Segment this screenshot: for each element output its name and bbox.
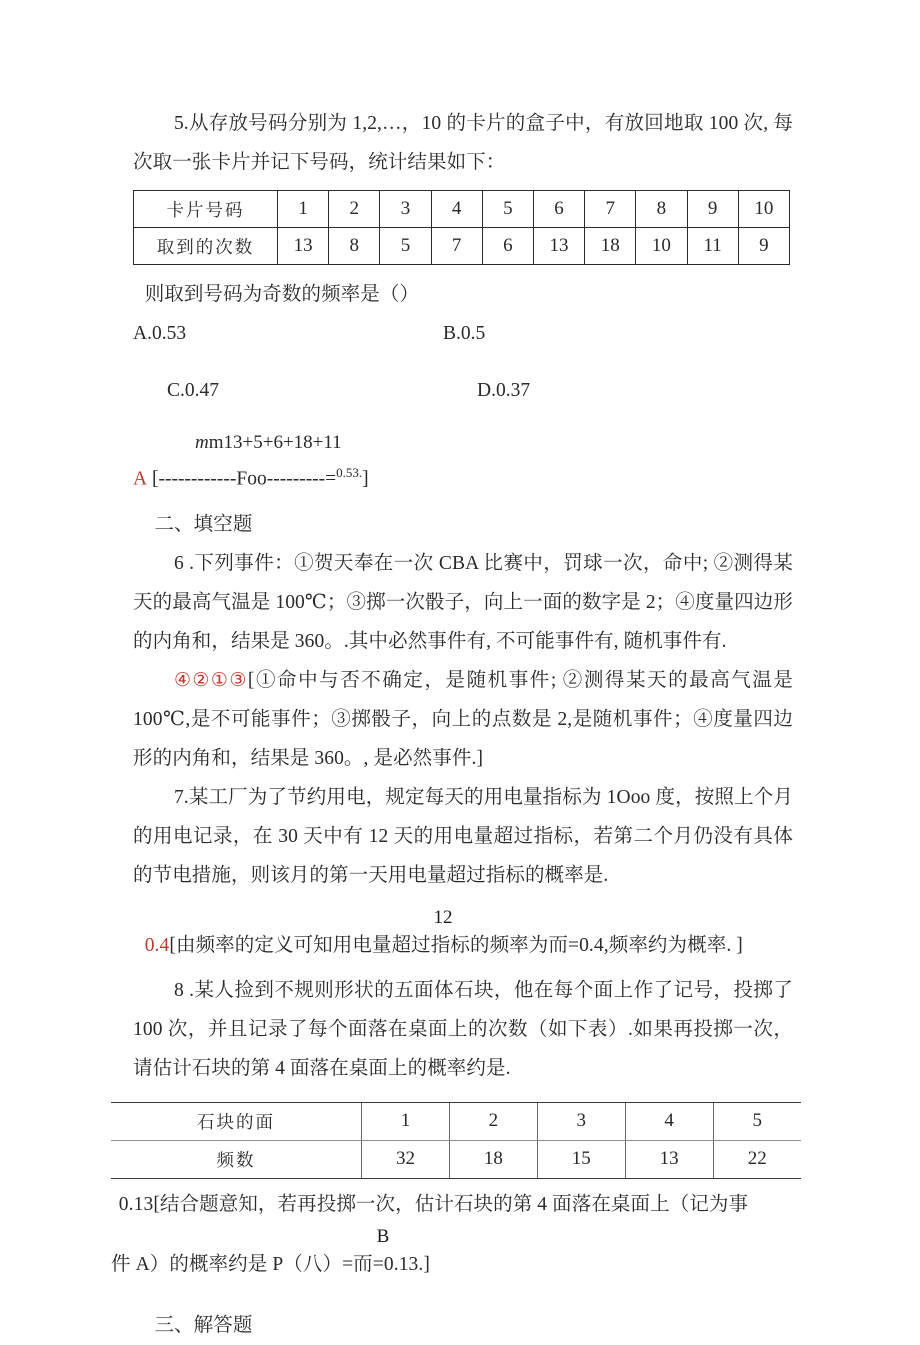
cell-freq-3: 15 bbox=[537, 1140, 625, 1178]
answer-explanation-q8-part1: [结合题意知，若再投掷一次，估计石块的第 4 面落在桌面上（记为事 bbox=[153, 1193, 749, 1215]
option-a[interactable]: A.0.53 bbox=[133, 323, 187, 344]
option-c[interactable]: C.0.47 bbox=[167, 380, 220, 401]
cell-card-3: 3 bbox=[380, 191, 431, 228]
answer-mark-q6: ④②①③ bbox=[173, 669, 248, 691]
cell-count-1: 13 bbox=[278, 228, 329, 265]
question-8-answer-line1 bbox=[111, 1185, 793, 1224]
cell-count-9: 11 bbox=[687, 228, 738, 265]
cell-face-5: 5 bbox=[713, 1103, 801, 1141]
answer-fraction-numerator bbox=[195, 428, 793, 458]
cell-freq-1: 32 bbox=[362, 1140, 450, 1178]
answer-superscript-q7: 12 bbox=[433, 906, 453, 928]
cell-count-2: 8 bbox=[329, 228, 380, 265]
row-label-count: 取到的次数 bbox=[134, 228, 278, 265]
cell-count-4: 7 bbox=[431, 228, 482, 265]
row-label-stone-face: 石块的面 bbox=[111, 1103, 362, 1141]
cell-freq-5: 22 bbox=[713, 1140, 801, 1178]
cell-card-4: 4 bbox=[431, 191, 482, 228]
option-b[interactable]: B.0.5 bbox=[443, 323, 486, 344]
card-frequency-table bbox=[133, 190, 790, 265]
cell-freq-2: 18 bbox=[449, 1140, 537, 1178]
question-7-answer bbox=[133, 905, 793, 961]
section-heading-solution-questions: 三、解答题 bbox=[154, 1314, 253, 1336]
spacer bbox=[133, 1280, 793, 1306]
table-row bbox=[134, 191, 790, 228]
row-label-frequency: 频数 bbox=[111, 1140, 362, 1178]
cell-face-3: 3 bbox=[537, 1103, 625, 1141]
answer-tail: ] bbox=[362, 468, 369, 490]
variable-m: m bbox=[195, 432, 209, 453]
option-row-cd bbox=[133, 371, 793, 410]
option-d[interactable]: D.0.37 bbox=[477, 380, 531, 401]
cell-count-5: 6 bbox=[482, 228, 533, 265]
cell-card-10: 10 bbox=[738, 191, 789, 228]
cell-card-9: 9 bbox=[687, 191, 738, 228]
answer-body-text: [------------Foo---------= bbox=[151, 468, 337, 490]
answer-explanation-q7: [由频率的定义可知用电量超过指标的频率为而=0.4,频率约为概率. ] bbox=[169, 934, 743, 956]
answer-mark-q5: A bbox=[133, 468, 148, 490]
answer-explanation-q6: [①命中与否不确定，是随机事件; ②测得某天的最高气温是 100℃,是不可能事件；③掷骰子，向上的点数是 2,是随机事件；④度量四边形的内角和，结果是 360。, 是必然事件.] bbox=[133, 669, 793, 769]
cell-card-2: 2 bbox=[329, 191, 380, 228]
cell-freq-4: 13 bbox=[625, 1140, 713, 1178]
answer-line-q7 bbox=[133, 931, 793, 961]
spacer bbox=[133, 265, 793, 275]
question-8-answer-line2: 件 A）的概率约是 P（八）=而=0.13.] bbox=[111, 1253, 430, 1275]
spacer bbox=[133, 895, 793, 905]
cell-card-7: 7 bbox=[585, 191, 636, 228]
cell-count-6: 13 bbox=[533, 228, 584, 265]
cell-face-4: 4 bbox=[625, 1103, 713, 1141]
question-5-stem: 5.从存放号码分别为 1,2,…，10 的卡片的盒子中，有放回地取 100 次, 每次取一张卡片并记下号码，统计结果如下： bbox=[133, 113, 793, 173]
cell-face-2: 2 bbox=[449, 1103, 537, 1141]
cell-count-8: 10 bbox=[636, 228, 687, 265]
answer-line bbox=[133, 458, 793, 495]
cell-count-10: 9 bbox=[738, 228, 789, 265]
spacer bbox=[133, 961, 793, 971]
table-row bbox=[111, 1140, 801, 1178]
spacer bbox=[133, 353, 793, 371]
question-8-stem: 8 .某人捡到不规则形状的五面体石块，他在每个面上作了记号，投掷了 100 次，并且记录了每个面落在桌面上的次数（如下表）.如果再投掷一次，请估计石块的第 4 面落在桌面上的概率约是. bbox=[133, 979, 793, 1079]
question-5-answer bbox=[133, 428, 793, 495]
cell-face-1: 1 bbox=[362, 1103, 450, 1141]
stone-face-frequency-table bbox=[111, 1102, 801, 1179]
answer-numerator-text: m13+5+6+18+11 bbox=[208, 432, 342, 453]
option-row-ab bbox=[133, 314, 793, 353]
section-heading-fill-in-blank: 二、填空题 bbox=[154, 513, 253, 535]
cell-card-8: 8 bbox=[636, 191, 687, 228]
document-body bbox=[111, 104, 793, 1345]
answer-value-q5: 0.53. bbox=[336, 465, 363, 480]
question-6-stem: 6 .下列事件：①贺天奉在一次 CBA 比赛中，罚球一次，命中; ②测得某天的最高气温是 100℃；③掷一次骰子，向上一面的数字是 2；④度量四边形的内角和，结果是 360。.其中必然事件有, 不可能事件有, 随机事件有. bbox=[133, 552, 793, 652]
table-row bbox=[111, 1103, 801, 1141]
answer-superscript-q8: B bbox=[376, 1225, 390, 1247]
cell-count-3: 5 bbox=[380, 228, 431, 265]
question-6-answer bbox=[133, 661, 793, 778]
spacer bbox=[133, 495, 793, 505]
question-5-prompt: 则取到号码为奇数的频率是（） bbox=[144, 284, 420, 305]
cell-card-1: 1 bbox=[278, 191, 329, 228]
table-row bbox=[134, 228, 790, 265]
cell-card-6: 6 bbox=[533, 191, 584, 228]
answer-mark-q8: 0.13 bbox=[118, 1193, 154, 1215]
question-7-stem: 7.某工厂为了节约用电，规定每天的用电量指标为 1Ooo 度，按照上个月的用电记录，在 30 天中有 12 天的用电量超过指标，若第二个月仍没有具体的节电措施，则该月的第一天用电量超过指标的概率是. bbox=[133, 786, 793, 886]
cell-card-5: 5 bbox=[482, 191, 533, 228]
cell-count-7: 18 bbox=[585, 228, 636, 265]
row-label-card-number: 卡片号码 bbox=[134, 191, 278, 228]
answer-mark-q7: 0.4 bbox=[144, 934, 170, 956]
spacer bbox=[133, 410, 793, 428]
